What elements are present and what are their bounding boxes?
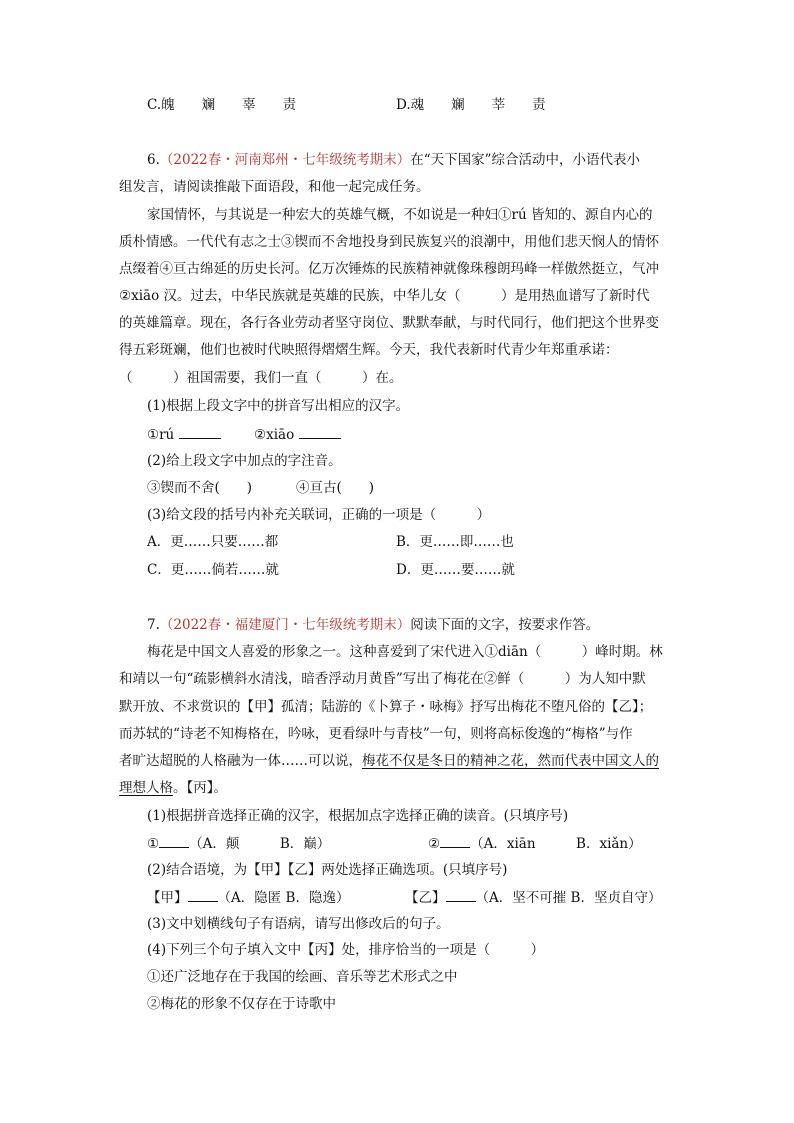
- q6-passage-line: 的英雄篇章。现在，各行各业劳动者坚守岗位、默默奉献，与时代同行，他们把这个世界变: [119, 315, 659, 331]
- q7-passage-line: [119, 778, 227, 798]
- q6-passage-line: （ ）祖国需要，我们一直（ ）在。: [119, 370, 403, 386]
- q6-option-d[interactable]: D．更……要……就: [396, 562, 515, 578]
- q6-source-open: （: [159, 152, 174, 168]
- q6-passage-line: 质朴情感。一代代有志之士③锲而不舍地投身到民族复兴的浪潮中，用他们悲天悯人的情怀: [119, 234, 659, 250]
- q7-underlined-sentence-end: 理想人格: [119, 780, 173, 796]
- answer-blank[interactable]: [446, 887, 476, 902]
- q6-option-a[interactable]: A．更……只要……都: [147, 534, 279, 550]
- q6-intro: 在“天下国家”综合活动中，小语代表小: [410, 152, 641, 168]
- answer-blank[interactable]: [440, 833, 470, 848]
- q7-sub1-a: [147, 833, 330, 854]
- q6-option-b[interactable]: B．更……即……也: [396, 534, 514, 550]
- q7-source: 2022春・福建厦门・七年级统考期末: [173, 617, 397, 633]
- q7-passage-line: 而苏轼的“诗老不知梅格在，吟咏，更看绿叶与青枝”一句，则将高标俊逸的“梅格”与作: [119, 726, 633, 742]
- q7-passage-line: 梅花是中国文人喜爱的形象之一。这种喜爱到了宋代进入①diān（ ）峰时期。林: [147, 644, 663, 660]
- q6-sub1: (1)根据上段文字中的拼音写出相应的汉字。: [147, 398, 410, 414]
- q6-number: 6.: [147, 152, 160, 168]
- q6-sub3: (3)给文段的括号内补充关联词，正确的一项是（ ）: [147, 507, 491, 523]
- q7-sub2-b: [405, 887, 661, 908]
- q7-passage-line: 和靖以一句“疏影横斜水清浅，暗香浮动月黄昏”写出了梅花在②鲜（ ）为人知中默: [119, 671, 646, 687]
- q7-sub1: (1)根据拼音选择正确的汉字，根据加点字选择正确的读音。(只填序号): [147, 808, 569, 824]
- q7-sub2-a: [147, 887, 349, 908]
- q7-passage-text: 者旷达超脱的人格融为一体……可以说，: [119, 753, 362, 769]
- q6-sub2: (2)给上段文字中加点的字注音。: [147, 453, 342, 469]
- q7-passage-line: [119, 751, 659, 771]
- q7-sub2-b-label: 【乙】: [405, 890, 446, 906]
- q7-sub1-b-label: ②: [428, 836, 441, 852]
- q7-sub1-b-options: （A．xiān B．xiǎn）: [470, 836, 642, 852]
- q7-sub4: (4)下列三个句子填入文中【丙】处，排序恰当的一项是（ ）: [147, 942, 545, 958]
- answer-blank[interactable]: [179, 424, 221, 439]
- q7-sub2: (2)结合语境，为【甲】【乙】两处选择正确选项。(只填序号): [147, 862, 508, 878]
- q6-intro-line2: 组发言，请阅读推敲下面语段，和他一起完成任务。: [119, 179, 430, 195]
- option-d: D.魂 斓 莘 责: [396, 97, 546, 113]
- q6-sub1-a-label: ①rú: [147, 427, 175, 443]
- q6-passage-line: 得五彩斑斓，他们也被时代映照得熠熠生辉。今天，我代表新时代青少年郑重承诺：: [119, 342, 619, 358]
- q7-sub1-b: [428, 833, 642, 854]
- q7-sub1-a-label: ①: [147, 836, 160, 852]
- q7-passage-end: 。【丙】。: [173, 780, 227, 796]
- q7-underlined-sentence: 梅花不仅是冬日的精神之花，然而代表中国文人的: [362, 753, 659, 769]
- q6-passage-line: ②xiāo 汉。过去，中华民族就是英雄的民族，中华儿女（ ）是用热血谱写了新时代: [119, 288, 650, 304]
- q6-header: [147, 150, 640, 170]
- q6-option-c[interactable]: C．更……倘若……就: [147, 562, 279, 578]
- q7-header: [147, 615, 599, 635]
- q7-sub3: (3)文中划横线句子有语病，请写出修改后的句子。: [147, 916, 450, 932]
- answer-blank[interactable]: [159, 833, 189, 848]
- q7-intro: 阅读下面的文字，按要求作答。: [410, 617, 600, 633]
- q7-number: 7.: [147, 617, 160, 633]
- q6-passage-line: 点缀着④亘古绵延的历史长河。亿万次锤炼的民族精神就像珠穆朗玛峰一样傲然挺立，气冲: [119, 261, 659, 277]
- q6-sub1-a: [147, 424, 221, 445]
- q6-sub2-b: ④亘古( ): [296, 480, 375, 496]
- q6-sub1-b-label: ②xiāo: [254, 427, 295, 443]
- option-c: C.魄 斓 辜 责: [147, 97, 297, 113]
- q7-sentence-1: ①还广泛地存在于我国的绘画、音乐等艺术形式之中: [147, 969, 458, 985]
- answer-blank[interactable]: [188, 887, 218, 902]
- q6-passage-line: 家国情怀，与其说是一种宏大的英雄气概，不如说是一种妇①rú 皆知的、源自内心的: [147, 207, 653, 223]
- answer-blank[interactable]: [299, 424, 341, 439]
- q7-sub2-a-options: （A．隐匿 B．隐逸）: [217, 890, 350, 906]
- q7-sub2-b-options: （A．坚不可摧 B．坚贞自守）: [475, 890, 662, 906]
- q7-source-open: （: [159, 617, 174, 633]
- q7-sub1-a-options: （A．颠 B．巅）: [189, 836, 331, 852]
- q6-sub2-a: ③锲而不舍( ): [147, 480, 253, 496]
- q7-sentence-2: ②梅花的形象不仅存在于诗歌中: [147, 996, 336, 1012]
- q7-source-close: ）: [396, 617, 411, 633]
- q7-sub2-a-label: 【甲】: [147, 890, 188, 906]
- q7-passage-line: 默开放、不求赏识的【甲】孤清；陆游的《卜算子・咏梅》抒写出梅花不堕凡俗的【乙】；: [119, 699, 653, 715]
- q6-source-close: ）: [396, 152, 411, 168]
- q6-source: 2022春・河南郑州・七年级统考期末: [173, 152, 397, 168]
- q6-sub1-b: [254, 424, 341, 445]
